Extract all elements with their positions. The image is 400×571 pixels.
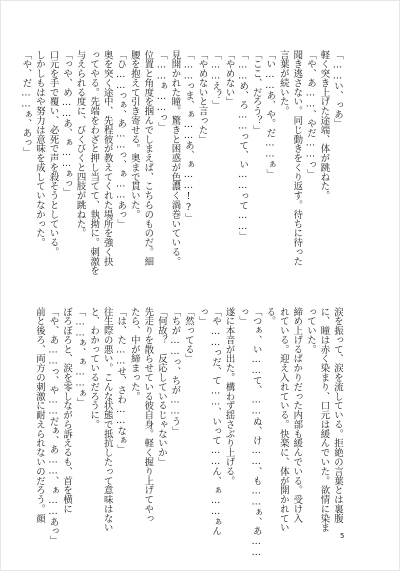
text-line: 「つぁ、い……て、……ぬ、け……、も……ぁ、あ…… [250, 307, 262, 558]
text-line: 与えられる度に、びくびくと四肢が跳ねた。 [74, 50, 86, 238]
text-line: 「……め、ろ……って、い……って……」 [237, 50, 249, 242]
text-line: と、わかっているだろうに。 [88, 307, 100, 430]
text-line: 「ひ……っぁ、あ……っ、ぁ……あっ」 [115, 50, 127, 229]
text-line: に、瞳は赤く染まり、口元は緩んでいた。欲情に染ま [318, 307, 330, 533]
text-line: しかしもはや努力は意味を成していなかった。 [33, 50, 45, 248]
text-line: 締め上げるばかりだった内部も緩んでいる。受け入 [291, 307, 303, 523]
text-line: 「ちが……っ、ちが……う」 [169, 307, 181, 436]
text-line: 見開かれた瞳。驚きと困惑が色濃く渦巻いている。 [169, 50, 181, 266]
page-number: 5 [340, 532, 345, 540]
text-line: っ」 [237, 307, 249, 326]
text-line: 口元を手で覆い、必死で声を殺そうとしている。 [47, 50, 59, 257]
text-line: 「や、あ……、やだ……っ」 [304, 50, 316, 179]
text-column-top [19, 50, 344, 285]
text-line: 腰を抱えて引き寄せる。奥まで貫いた。 [128, 50, 140, 220]
text-line: 位置と角度を掴んでしまえば、こちらのものだ。細 [142, 50, 154, 266]
text-line: る。 [264, 307, 276, 326]
text-line: っ」 [196, 307, 208, 326]
text-line: 涙を振って、涙を流している。拒絶の言葉とは裏腹 [332, 307, 343, 523]
text-line: 「……ぁ、ぁ……ぁ」 [74, 307, 86, 408]
text-line: たら、中が締まった。 [128, 307, 140, 401]
text-line: 聞き逃さない。同じ動きをくり返す。待ちに待った [291, 50, 303, 266]
text-line: 「……い、っあ」 [332, 50, 343, 129]
text-column-bottom [32, 307, 344, 558]
text-line: 「……ぁ……っ」 [155, 50, 167, 132]
text-line: 奥を突く途中、先程彼が教えてくれた場所を強く抉 [101, 50, 113, 266]
text-line: 「ここ、だろう？」 [250, 50, 262, 135]
text-line: 「や、あ……っ、や……だぁ、あ……、ぁ……あっ」 [47, 307, 59, 546]
text-line: 先走りを散らせている彼自身。軽く握り上げてやっ [142, 307, 154, 523]
text-line: 「然ってる」 [182, 307, 194, 364]
text-line: 遂に本音が出た。構わず揺さぶり上げる。 [223, 307, 235, 486]
text-line: っていた。 [304, 307, 316, 354]
text-line: 「やめないと言った」 [196, 50, 208, 144]
text-line: 「何故？ 反応しているじゃないか」 [155, 307, 167, 467]
text-line: ってやる。先端をわざと押し当てて、執拗に。刺激を [88, 50, 100, 276]
text-line: 「い……あ、や。だ……ぁ」 [264, 50, 276, 179]
text-line: 「……え？」 [210, 50, 222, 110]
text-line: 「……っま、ぁ……あ、ぁ……!?」 [182, 50, 194, 223]
text-line: 前と後ろ、両方の刺激に耐えられないのだろう。顔 [33, 307, 45, 523]
text-line: 「や……っだ、て……、いって……ん、ぁ……ぁん [210, 307, 222, 536]
text-line: ぼろぼろと、涙を零しながら訴えるも、首を横に [61, 307, 73, 514]
text-line: 「やめない」 [223, 50, 235, 107]
text-line: 軽く突き上げた途端、体が跳ねた。 [318, 50, 330, 201]
text-line: 言葉が続いた。 [277, 50, 289, 116]
text-line: 「や、だ……ぁ、あっ」 [20, 50, 32, 157]
text-line: れている。迎え入れている。快楽に、体が開かれてい [277, 307, 289, 533]
text-line: 「は、た……せ、さわ……なぁ」 [115, 307, 127, 455]
text-line: 往生際の悪い。こんな状態で抵抗したって意味はない [101, 307, 113, 533]
text-line: 「っや、め……あ、ぁ……ぁっ」 [61, 50, 73, 198]
